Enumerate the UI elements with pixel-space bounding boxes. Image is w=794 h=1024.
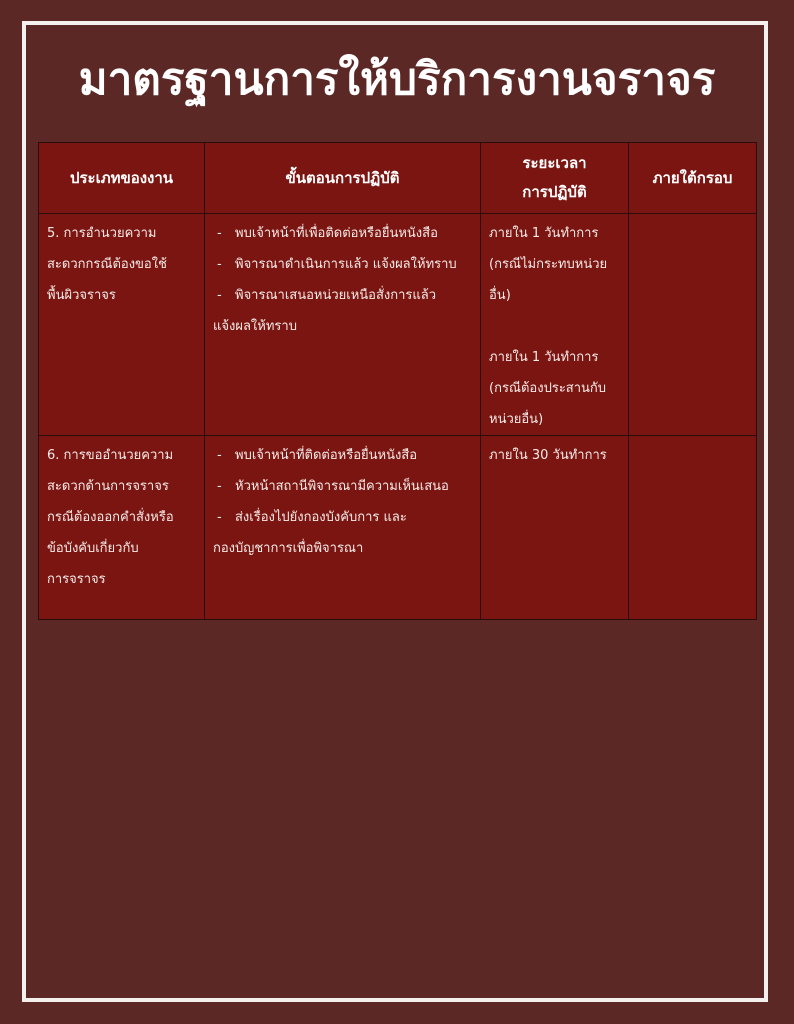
procedure-step	[213, 471, 472, 502]
framework-cell	[629, 436, 757, 620]
step-marker: -	[217, 479, 222, 494]
step-marker: -	[217, 288, 222, 303]
table-header-row	[39, 143, 757, 214]
duration-line: (กรณีต้องประสานกับ	[489, 381, 607, 396]
procedure-step	[213, 218, 472, 249]
work-type-cell	[39, 436, 205, 620]
step-text: พบเจ้าหน้าที่เพื่อติดต่อหรือยื่นหนังสือ	[235, 226, 438, 241]
step-text: พิจารณาเสนอหน่วยเหนือสั่งการแล้ว	[235, 288, 437, 303]
procedure-cell	[205, 214, 481, 436]
procedure-step	[213, 280, 472, 311]
duration-line: ภายใน 1 วันทำการ	[489, 350, 599, 365]
work-type-line: พื้นผิวจราจร	[47, 288, 116, 303]
duration-line: ภายใน 1 วันทำการ	[489, 226, 599, 241]
work-type-line: สะดวกกรณีต้องขอใช้	[47, 257, 167, 272]
work-type-line: การจราจร	[47, 572, 106, 587]
page-title: มาตรฐานการให้บริการงานจราจร	[78, 54, 716, 105]
step-text: ส่งเรื่องไปยังกองบังคับการ และ	[235, 510, 407, 525]
service-standard-table	[38, 142, 757, 620]
work-type-line: สะดวกด้านการจราจร	[47, 479, 169, 494]
work-type-line: 5. การอำนวยความ	[47, 226, 157, 241]
step-marker: -	[217, 448, 222, 463]
framework-cell	[629, 214, 757, 436]
procedure-step-continuation: กองบัญชาการเพื่อพิจารณา	[213, 541, 364, 556]
header-duration-line2: การปฏิบัติ	[522, 183, 587, 201]
step-marker: -	[217, 226, 222, 241]
procedure-step	[213, 440, 472, 471]
table-row	[39, 214, 757, 436]
header-duration-line1: ระยะเวลา	[522, 154, 587, 172]
duration-line: ภายใน 30 วันทำการ	[489, 448, 607, 463]
spacer	[489, 311, 620, 342]
duration-line: อื่น)	[489, 288, 511, 303]
step-text: หัวหน้าสถานีพิจารณามีความเห็นเสนอ	[235, 479, 449, 494]
duration-cell	[481, 214, 629, 436]
duration-cell	[481, 436, 629, 620]
procedure-step-continuation: แจ้งผลให้ทราบ	[213, 319, 297, 334]
procedure-step	[213, 249, 472, 280]
header-procedure: ขั้นตอนการปฏิบัติ	[205, 143, 481, 214]
work-type-cell	[39, 214, 205, 436]
work-type-line: กรณีต้องออกคำสั่งหรือ	[47, 510, 174, 525]
duration-line: หน่วยอื่น)	[489, 412, 544, 427]
header-framework: ภายใต้กรอบ	[629, 143, 757, 214]
step-marker: -	[217, 257, 222, 272]
header-work-type: ประเภทของงาน	[39, 143, 205, 214]
step-marker: -	[217, 510, 222, 525]
duration-line: (กรณีไม่กระทบหน่วย	[489, 257, 608, 272]
table-row	[39, 436, 757, 620]
step-text: พบเจ้าหน้าที่ติดต่อหรือยื่นหนังสือ	[235, 448, 418, 463]
procedure-cell	[205, 436, 481, 620]
procedure-step	[213, 502, 472, 533]
work-type-line: ข้อบังคับเกี่ยวกับ	[47, 541, 139, 556]
work-type-line: 6. การขออำนวยความ	[47, 448, 174, 463]
step-text: พิจารณาดำเนินการแล้ว แจ้งผลให้ทราบ	[235, 257, 457, 272]
header-duration	[481, 143, 629, 214]
